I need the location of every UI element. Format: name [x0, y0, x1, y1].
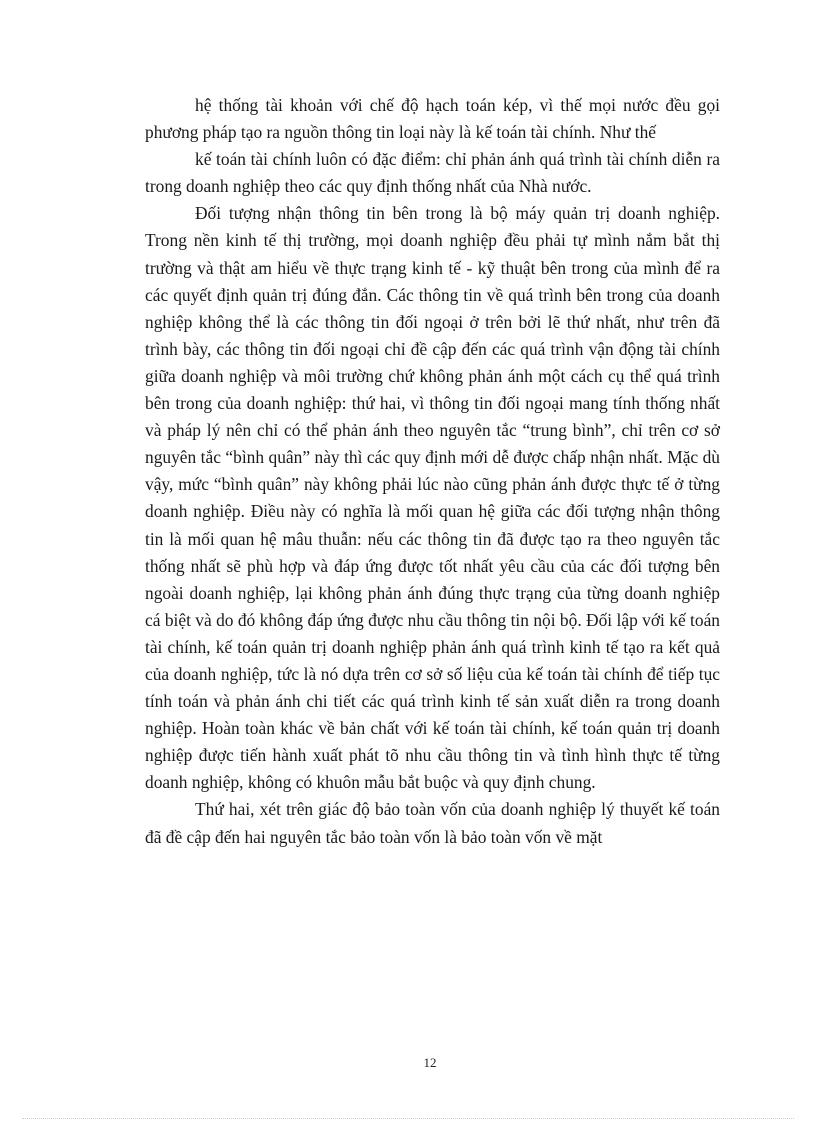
body-text [145, 92, 720, 851]
paragraph-2: kế toán tài chính luôn có đặc điểm: chỉ phản ánh quá trình tài chính diễn ra trong doanh nghiệp theo các quy định thống nhất của Nhà nước. [145, 149, 720, 197]
paragraph-3: Đối tượng nhận thông tin bên trong là bộ máy quản trị doanh nghiệp. Trong nền kinh tế thị trường, mọi doanh nghiệp đều phải tự mình nắm bắt thị trường và thật am hiểu về thực trạng kinh tế - kỹ thuật bên trong của mình để ra các quyết định quản trị đúng đắn. Các thông tin về quá trình bên trong của doanh nghiệp không thể là các thông tin đối ngoại ở trên bởi lẽ thứ nhất, như trên đã trình bày, các thông tin đối ngoại chỉ đề cập đến các quá trình vận động tài chính giữa doanh nghiệp và môi trường chứ không phản ánh một cách cụ thể quá trình bên trong của doanh nghiệp: thứ hai, vì thông tin đối ngoại mang tính thống nhất và pháp lý nên chỉ có thể phản ánh theo nguyên tắc “trung bình”, chỉ trên cơ sở nguyên tắc “bình quân” này thì các quy định mới dễ được chấp nhận nhất. Mặc dù vậy, mức “bình quân” này không phải lúc nào cũng phản ánh được thực tế ở từng doanh nghiệp. Điều này có nghĩa là mối quan hệ giữa các đối tượng nhận thông tin là mối quan hệ mâu thuẫn: nếu các thông tin đã được tạo ra theo nguyên tắc thống nhất sẽ phù hợp và đáp ứng được tốt nhất yêu cầu của các đối tượng bên ngoài doanh nghiệp, lại không phản ánh đúng thực trạng của từng doanh nghiệp cá biệt và do đó không đáp ứng được nhu cầu thông tin nội bộ. Đối lập với kế toán tài chính, kế toán quản trị doanh nghiệp phản ánh quá trình kinh tế tạo ra kết quả của doanh nghiệp, tức là nó dựa trên cơ sở số liệu của kế toán tài chính để tiếp tục tính toán và phản ánh chi tiết các quá trình kinh tế sản xuất diễn ra trong doanh nghiệp. Hoàn toàn khác về bản chất với kế toán tài chính, kế toán quản trị doanh nghiệp được tiến hành xuất phát tõ nhu cầu thông tin và tình hình thực tế từng doanh nghiệp, không có khuôn mẫu bắt buộc và quy định chung. [145, 203, 720, 793]
page-number: 12 [423, 1055, 437, 1070]
page-bottom-divider [22, 1118, 794, 1119]
paragraph-1: hệ thống tài khoản với chế độ hạch toán kép, vì thế mọi nước đều gọi phương pháp tạo ra nguồn thông tin loại này là kế toán tài chính. Như thế [145, 95, 720, 143]
paragraph-4: Thứ hai, xét trên giác độ bảo toàn vốn của doanh nghiệp lý thuyết kế toán đã đề cập đến hai nguyên tắc bảo toàn vốn là bảo toàn vốn về mặt [145, 799, 720, 847]
